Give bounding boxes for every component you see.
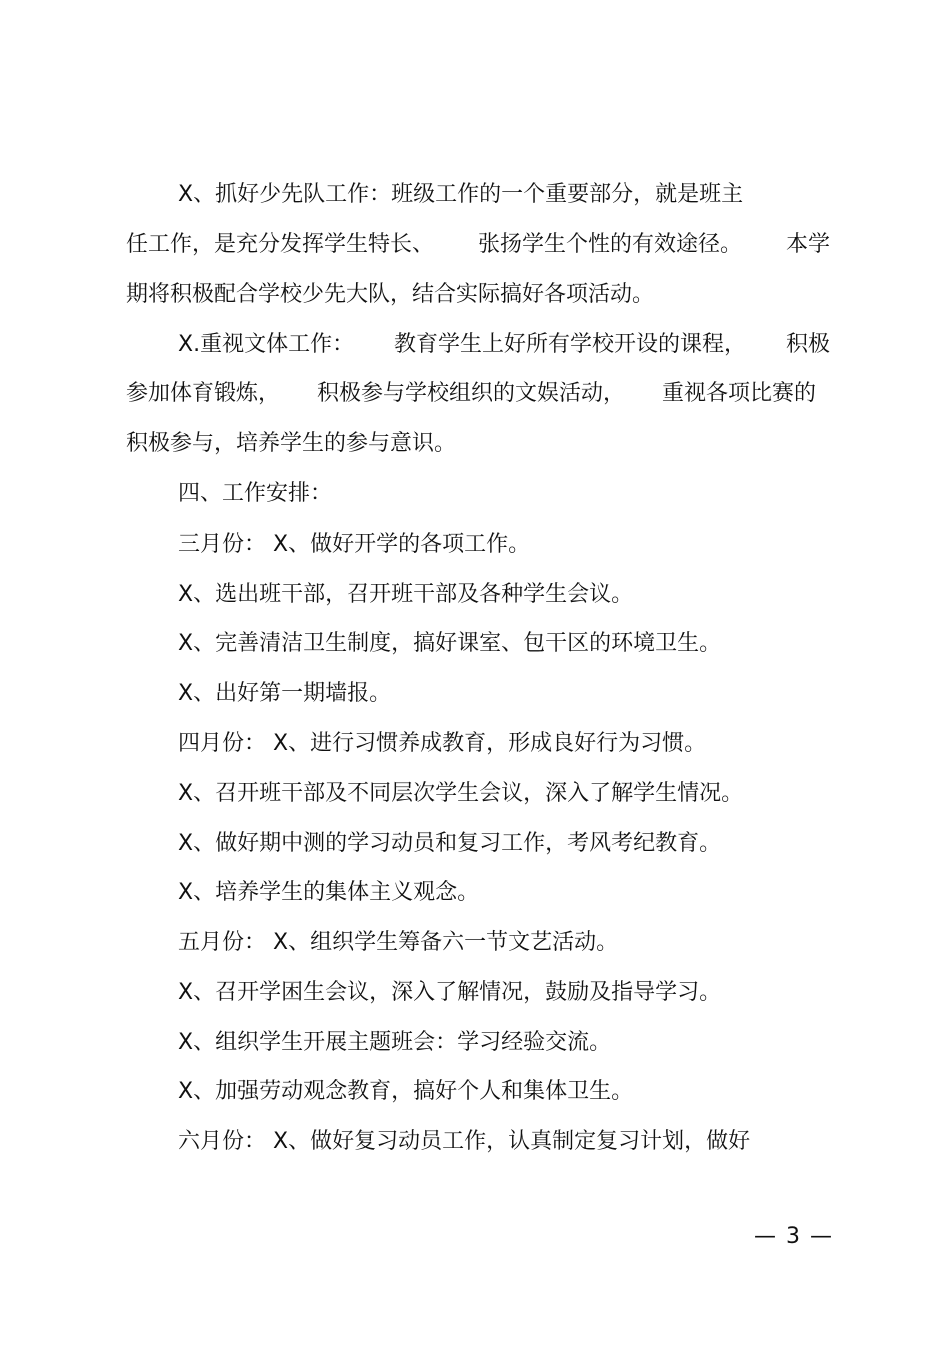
paragraph-line: X、抓好少先队工作：班级工作的一个重要部分，就是班主 [178, 182, 744, 207]
list-item: X、出好第一期墙报。 [178, 681, 392, 706]
paragraph-line [126, 230, 830, 260]
paragraph-line [126, 379, 816, 409]
list-item: X、召开班干部及不同层次学生会议，深入了解学生情况。 [178, 781, 744, 806]
text-segment: 本学 [785, 232, 830, 257]
paragraph-line [178, 330, 830, 360]
text-segment: 积极 [785, 332, 830, 357]
list-item: X、召开学困生会议，深入了解情况，鼓励及指导学习。 [178, 980, 722, 1005]
text-segment: 积极参与学校组织的文娱活动， [316, 381, 625, 406]
text-segment: X.重视文体工作： [178, 332, 355, 357]
text-segment: 参加体育锻炼， [126, 381, 281, 406]
paragraph-line: 积极参与，培养学生的参与意识。 [126, 431, 457, 456]
list-item: X、做好期中测的学习动员和复习工作，考风考纪教育。 [178, 831, 722, 856]
list-item: 四月份： X、进行习惯养成教育，形成良好行为习惯。 [178, 731, 707, 756]
list-item: 三月份： X、做好开学的各项工作。 [178, 532, 531, 557]
text-segment: 教育学生上好所有学校开设的课程， [394, 332, 747, 357]
list-item: X、培养学生的集体主义观念。 [178, 880, 480, 905]
list-item: X、组织学生开展主题班会：学习经验交流。 [178, 1030, 612, 1055]
page-number: 3 [786, 1224, 800, 1249]
list-item: X、加强劳动观念教育，搞好个人和集体卫生。 [178, 1079, 634, 1104]
text-segment: 张扬学生个性的有效途径。 [477, 232, 742, 257]
page-number-footer [754, 1222, 832, 1252]
list-item: X、完善清洁卫生制度，搞好课室、包干区的环境卫生。 [178, 631, 722, 656]
footer-dash-right: — [810, 1224, 832, 1249]
text-segment: 重视各项比赛的 [661, 381, 816, 406]
footer-dash-left: — [754, 1224, 776, 1249]
section-heading: 四、工作安排： [178, 481, 333, 506]
text-segment: 任工作，是充分发挥学生特长、 [126, 232, 435, 257]
list-item: X、选出班干部，召开班干部及各种学生会议。 [178, 582, 634, 607]
list-item: 五月份： X、组织学生筹备六一节文艺活动。 [178, 930, 619, 955]
list-item: 六月份： X、做好复习动员工作，认真制定复习计划，做好 [178, 1129, 751, 1154]
paragraph-line: 期将积极配合学校少先大队，结合实际搞好各项活动。 [126, 282, 655, 307]
